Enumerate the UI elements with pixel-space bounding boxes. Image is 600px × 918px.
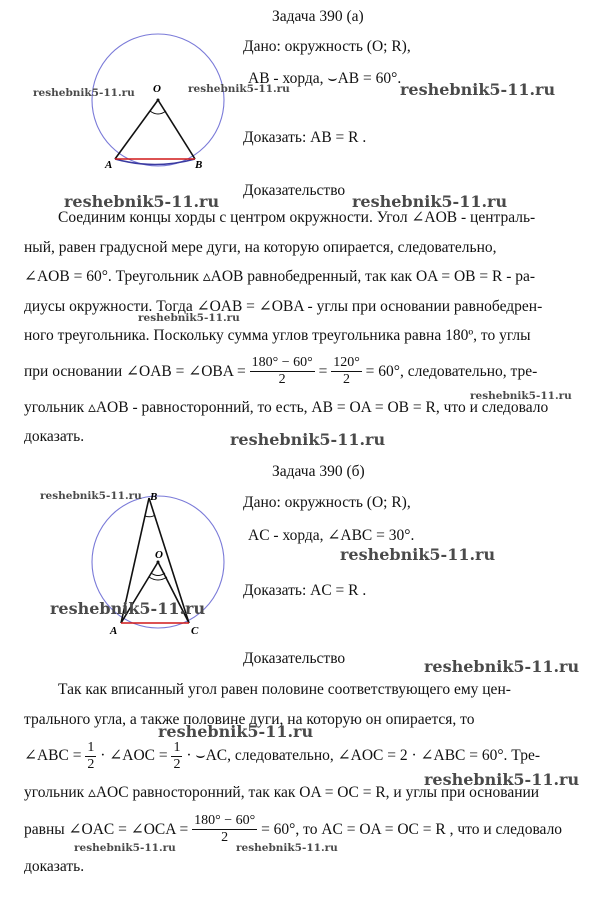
fraction-a2: $\frac{120^\circ}{2}$ (333, 355, 360, 388)
proof-a-line8: доказать. (24, 428, 85, 445)
fraction-b3: $\frac{180^\circ - 60^\circ}{2}$ (194, 813, 256, 846)
watermark: reshebnik5-11.ru (40, 490, 142, 502)
proof-a-line6-start: при основании ∠OAB = ∠OBA = (24, 362, 246, 380)
problem-a-title: Задача 390 (а) (272, 8, 364, 25)
label-o-b: O (155, 549, 163, 561)
proof-b-line3-a: ∠ABC = (24, 747, 82, 764)
proof-a-line1: Соединим концы хорды с центром окружности. Угол ∠AOB - централь- (58, 209, 536, 226)
label-b: B (195, 159, 203, 171)
proof-a-line4: диусы окружности. Тогда ∠OAB = ∠OBA - углы при основании равнобедрен- (24, 297, 543, 315)
proof-heading-b: Доказательство (243, 650, 346, 667)
watermark: reshebnik5-11.ru (236, 842, 338, 854)
proof-a-line5: ного треугольника. Поскольку сумма углов треугольника равна 180º, то углы (24, 327, 531, 344)
angle-mark-o-outer (149, 577, 167, 580)
proof-b-line5-b: = 60°, то AC = OA = OC = R , что и следовало (261, 820, 563, 838)
watermark: reshebnik5-11.ru (424, 657, 580, 676)
prove-b: Доказать: AC = R . (243, 582, 367, 599)
angle-mark-b (145, 515, 155, 517)
watermark: reshebnik5-11.ru (138, 312, 240, 324)
watermark: reshebnik5-11.ru (33, 87, 135, 99)
arc-ab (115, 159, 195, 165)
watermark: reshebnik5-11.ru (64, 192, 220, 211)
proof-b-line1: Так как вписанный угол равен половине соответствующего ему цен- (58, 681, 511, 698)
fraction-b1: $\frac{1}{2}$ (87, 739, 95, 772)
proof-b-line6: доказать. (24, 857, 85, 875)
proof-a-line6 (24, 351, 580, 393)
watermark: reshebnik5-11.ru (50, 599, 206, 618)
watermark: reshebnik5-11.ru (424, 770, 580, 789)
proof-a-line2: ный, равен градусной мере дуги, на которую опирается, следовательно, (24, 238, 497, 256)
proof-b-line2: трального угла, а также половине дуги, на которую он опирается, то (24, 710, 475, 728)
proof-a-line6-end: = 60°, следовательно, тре- (365, 362, 538, 380)
radius-oa (115, 100, 158, 159)
watermark: reshebnik5-11.ru (400, 80, 556, 99)
proof-b-line4: угольник ▵AOC равносторонний, так как OA = OC = R, и углы при основании (24, 784, 540, 801)
label-o: O (153, 83, 161, 95)
angle-mark-o (150, 111, 166, 114)
point-o (157, 99, 160, 102)
label-b-vertex: B (150, 491, 158, 503)
proof-heading-a: Доказательство (243, 182, 346, 199)
proof-a-body (24, 203, 580, 452)
proof-b-line3-b: · ∠AOC = (100, 747, 168, 764)
label-c: C (191, 625, 199, 637)
radius-ob (158, 100, 195, 159)
watermark: reshebnik5-11.ru (352, 192, 508, 211)
watermark: reshebnik5-11.ru (470, 390, 572, 402)
given-b-line2: AC - хорда, ∠ABC = 30°. (248, 527, 415, 544)
given-a-line2: AB - хорда, ⌣AB = 60°. (248, 70, 402, 87)
proof-a-line6-eq: = (318, 362, 328, 380)
proof-a-line3: ∠AOB = 60°. Треугольник ▵AOB равнобедренный, так как OA = OB = R - ра- (24, 268, 536, 285)
watermark: reshebnik5-11.ru (74, 842, 176, 854)
prove-a: Доказать: AB = R . (243, 129, 367, 146)
watermark: reshebnik5-11.ru (340, 545, 496, 564)
proof-b-line3-c: · ⌣AC, следовательно, ∠AOC = 2 · ∠ABC = 60°. Тре- (186, 747, 540, 764)
given-b-line1: Дано: окружность (O; R), (243, 494, 411, 511)
watermark: reshebnik5-11.ru (230, 430, 386, 449)
label-a-b: A (110, 625, 118, 637)
proof-b-line5-a: равны ∠OAC = ∠OCA = (24, 820, 189, 838)
diagram-a (85, 28, 235, 178)
label-a: A (105, 159, 113, 171)
fraction-b2: $\frac{1}{2}$ (173, 739, 181, 772)
fraction-a1: $\frac{180^\circ - 60^\circ}{2}$ (251, 355, 313, 388)
problem-b-title: Задача 390 (б) (272, 463, 365, 480)
proof-a-line7: угольник ▵AOB - равносторонний, то есть, AB = OA = OB = R, что и следовало (24, 398, 549, 416)
watermark: reshebnik5-11.ru (158, 722, 314, 741)
given-a-line1: Дано: окружность (O; R), (243, 38, 411, 55)
watermark: reshebnik5-11.ru (188, 83, 290, 95)
